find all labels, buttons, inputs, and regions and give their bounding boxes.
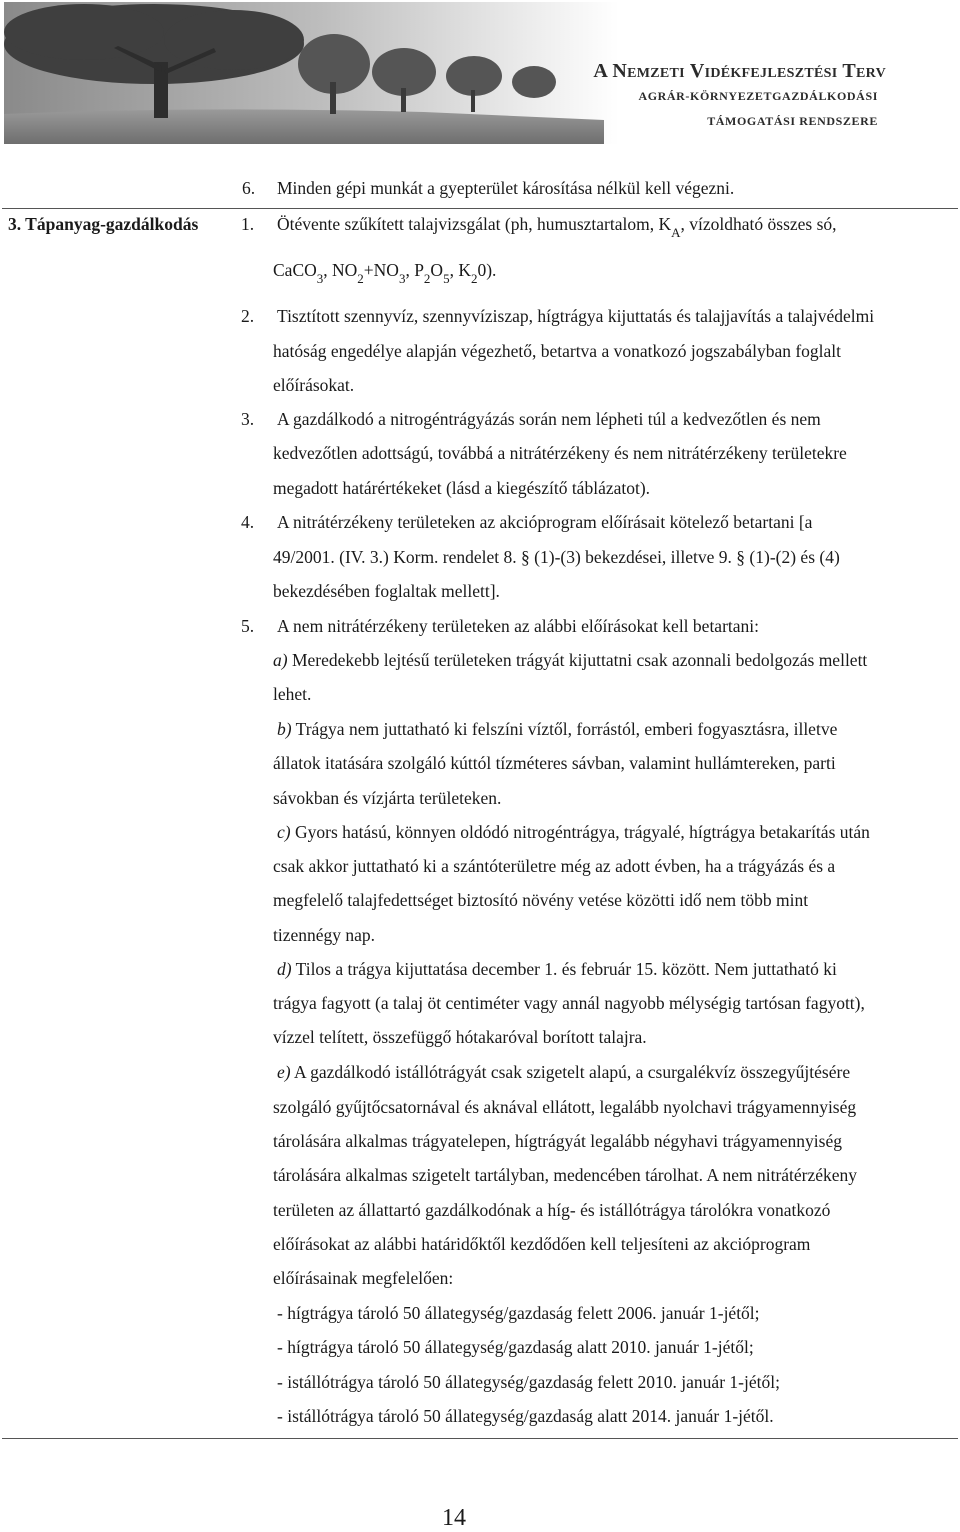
subitem-e-line: előírásainak megfelelően: <box>273 1268 454 1288</box>
subitem-d-line: vízzel telített, összefüggő hótakaróval borított talajra. <box>273 1027 647 1047</box>
section-divider <box>2 208 958 209</box>
item-text: Minden gépi munkát a gyepterület károsítása nélkül kell végezni. <box>277 178 735 198</box>
item-text-line: hatóság engedélye alapján végezhető, betartva a vonatkozó jogszabályban foglalt <box>273 341 842 361</box>
subitem-c-line: tizennégy nap. <box>273 925 376 945</box>
item-number: 4. <box>241 512 255 532</box>
item-text-line: előírásokat. <box>273 375 355 395</box>
subitem-d-line: trágya fagyott (a talaj öt centiméter vagy annál nagyobb mélységig tartósan fagyott), <box>273 993 865 1013</box>
table-bottom-rule <box>2 1438 958 1439</box>
subitem-e-line: e) A gazdálkodó istállótrágyát csak szigetelt alapú, a csurgalékvíz összegyűjtésére <box>277 1062 851 1082</box>
deadline-list-item: - hígtrágya tároló 50 állategység/gazdaság felett 2006. január 1-jétől; <box>277 1303 760 1323</box>
subitem-a-line: a) Meredekebb lejtésű területeken trágyát kijuttatni csak azonnali bedolgozás mellett <box>273 650 868 670</box>
subitem-e-line: tárolására alkalmas trágyatelepen, hígtrágyát legalább négyhavi trágyamennyiség <box>273 1131 842 1151</box>
item-text-line: A nem nitrátérzékeny területeken az alábbi előírásokat kell betartani: <box>277 616 760 636</box>
item-text-line: kedvezőtlen adottságú, továbbá a nitrátérzékeny és nem nitrátérzékeny területekre <box>273 443 847 463</box>
section-label: 3. Tápanyag-gazdálkodás <box>8 214 199 234</box>
item-text-line: 49/2001. (IV. 3.) Korm. rendelet 8. § (1)-(3) bekezdései, illetve 9. § (1)-(2) és (4) <box>273 547 840 567</box>
item-text-line: bekezdésében foglaltak mellett]. <box>273 581 500 601</box>
item-text-line: A gazdálkodó a nitrogéntrágyázás során nem lépheti túl a kedvezőtlen és nem <box>277 409 821 429</box>
item-text-line: CaCO$_3$, $NO_2+NO_3$, $P_2O_5$, $K_20$). <box>273 260 497 286</box>
deadline-list-item: - istállótrágya tároló 50 állategység/gazdaság felett 2010. január 1-jétől; <box>277 1372 780 1392</box>
banner-subtitle-2: TÁMOGATÁSI RENDSZERE <box>707 114 878 128</box>
subitem-a-line: lehet. <box>273 684 312 704</box>
banner-text <box>593 60 898 129</box>
subitem-c-line: megfelelő talajfedettséget biztosító növény vetése közötti idő nem több mint <box>273 890 809 910</box>
subitem-c-line: c) Gyors hatású, könnyen oldódó nitrogéntrágya, trágyalé, hígtrágya betakarítás után <box>277 822 870 842</box>
subitem-e-line: területen az állattartó gazdálkodónak a híg- és istállótrágya tárolókra vonatkozó <box>273 1200 831 1220</box>
subitem-b-line: b) Trágya nem juttatható ki felszíni víztől, forrástól, emberi fogyasztásra, illetve <box>277 719 838 739</box>
item-text-line: Tisztított szennyvíz, szennyvíziszap, hígtrágya kijuttatás és talajjavítás a talajvédelmi <box>277 306 875 326</box>
page-number: 14 <box>442 1505 466 1531</box>
subitem-b-line: állatok itatására szolgáló kúttól tízméteres sávban, valamint hullámtereken, parti <box>273 753 836 773</box>
deadline-list-item: - istállótrágya tároló 50 állategység/gazdaság alatt 2014. január 1-jétől. <box>277 1406 774 1426</box>
header-banner <box>4 2 908 144</box>
banner-subtitle-1: AGRÁR-KÖRNYEZETGAZDÁLKODÁSI <box>638 89 878 103</box>
item-number: 3. <box>241 409 255 429</box>
subitem-d-line: d) Tilos a trágya kijuttatása december 1. és február 15. között. Nem juttatható ki <box>277 959 837 979</box>
deadline-list-item: - hígtrágya tároló 50 állategység/gazdaság alatt 2010. január 1-jétől; <box>277 1337 754 1357</box>
subitem-c-line: csak akkor juttatható ki a szántóterületre még az adott évben, ha a trágyázás és a <box>273 856 836 876</box>
item-number: 6. <box>242 178 256 198</box>
subitem-e-line: tárolására alkalmas szigetelt tartályban, medencében tárolhat. A nem nitrátérzékeny <box>273 1165 858 1185</box>
item-number: 1. <box>241 214 255 234</box>
banner-title: A Nemzeti Vidékfejlesztési Terv <box>593 60 886 82</box>
item-text-line: megadott határértékeket (lásd a kiegészítő táblázatot). <box>273 478 651 498</box>
subitem-e-line: szolgáló gyűjtőcsatornával és aknával ellátott, legalább nyolchavi trágyamennyiség <box>273 1097 857 1117</box>
item-number: 2. <box>241 306 255 326</box>
subitem-b-line: sávokban és vízjárta területeken. <box>273 788 502 808</box>
item-number: 5. <box>241 616 255 636</box>
item-text-line: Ötévente szűkített talajvizsgálat (ph, humusztartalom, $K_A$, vízoldható összes só, <box>277 214 837 240</box>
subitem-e-line: előírásokat az alábbi határidőktől kezdődően kell teljesíteni az akcióprogram <box>273 1234 811 1254</box>
item-text-line: A nitrátérzékeny területeken az akcióprogram előírásait kötelező betartani [a <box>277 512 813 532</box>
